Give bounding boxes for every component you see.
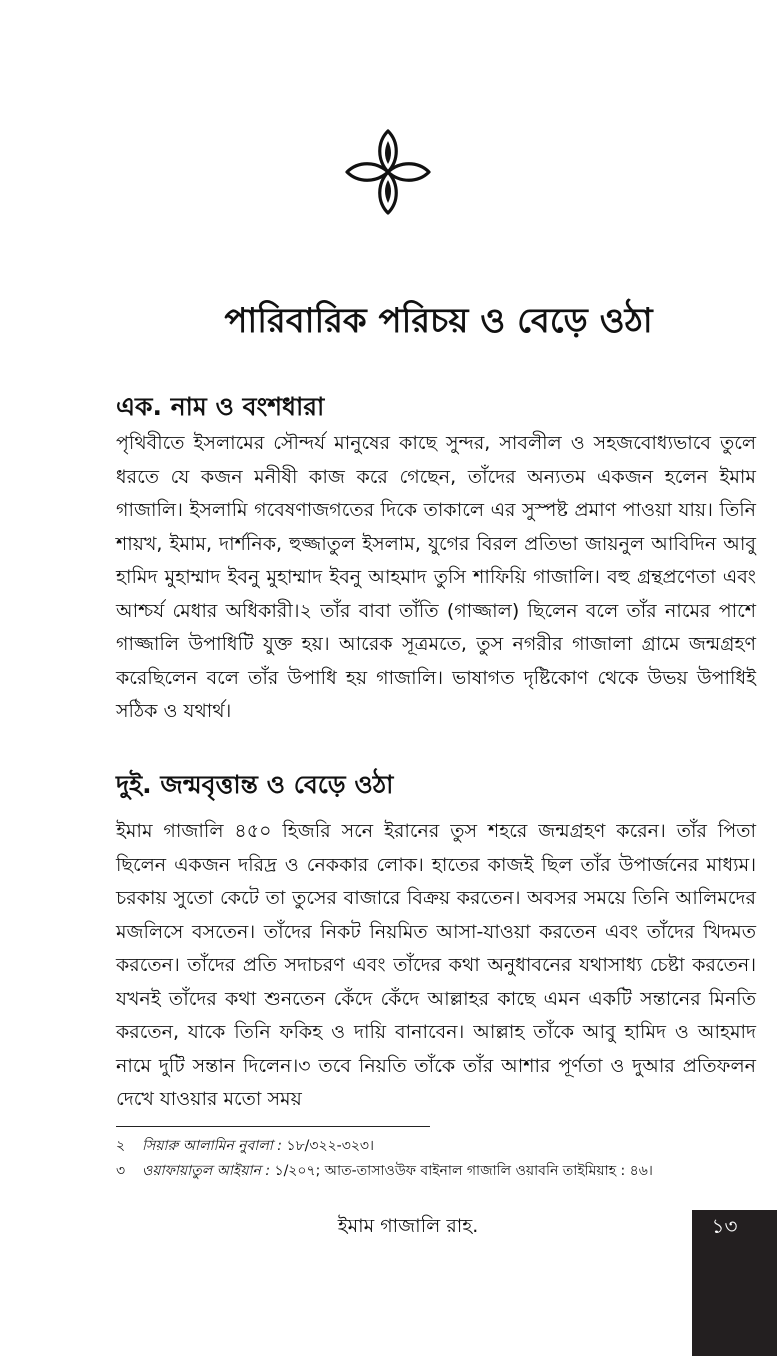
footnote-source: সিয়ারু আলামিন নুবালা : xyxy=(142,1138,283,1154)
section-title-name-lineage: এক. নাম ও বংশধারা xyxy=(116,392,325,421)
footnote-reference: ১/২০৭; আত-তাসাওউফ বাইনাল গাজালি ওয়াবনি তাইমিয়াহ : ৪৬। xyxy=(270,1163,653,1179)
footnote-divider xyxy=(116,1126,430,1127)
chapter-title: পারিবারিক পরিচয় ও বেড়ে ওঠা xyxy=(224,301,653,341)
section-paragraph-birth-upbringing: ইমাম গাজালি ৪৫০ হিজরি সনে ইরানের তুস শহরে জন্মগ্রহণ করেন। তাঁর পিতা ছিলেন একজন দরিদ্র ও নেককার লোক। হাতের কাজই ছিল তাঁর উপার্জনের মাধ্যম। চরকায় সুতো কেটে তা তুসের বাজারে বিক্রয় করতেন। অবসর সময়ে তিনি আলিমদের মজলিসে বসতেন। তাঁদের নিকট নিয়মিত আসা-যাওয়া করতেন এবং তাঁদের খিদমত করতেন। তাঁদের প্রতি সদাচরণ এবং তাঁদের কথা অনুধাবনের যথাসাধ্য চেষ্টা করতেন। যখনই তাঁদের কথা শুনতেন কেঁদে কেঁদে আল্লাহর কাছে এমন একটি সন্তানের মিনতি করতেন, যাকে তিনি ফকিহ ও দায়ি বানাবেন। আল্লাহ তাঁকে আবু হামিদ ও আহমাদ নামে দুটি সন্তান দিলেন।৩ তবে নিয়তি তাঁকে তাঁর আশার পূর্ণতা ও দুআর প্রতিফলন দেখে যাওয়ার মতো সময় xyxy=(116,820,756,1110)
footnotes xyxy=(116,1134,756,1184)
page-number: ১৩ xyxy=(711,1214,738,1238)
section-title-birth-upbringing: দুই. জন্মবৃত্তান্ত ও বেড়ে ওঠা xyxy=(116,770,394,799)
footnote-number: ৩ xyxy=(116,1163,126,1179)
footnote-item xyxy=(116,1134,756,1159)
footnote-item xyxy=(116,1159,756,1184)
footnote-source: ওয়াফায়াতুল আইয়ান : xyxy=(142,1163,271,1179)
footnote-number: ২ xyxy=(116,1138,126,1154)
section-paragraph-name-lineage: পৃথিবীতে ইসলামের সৌন্দর্য মানুষের কাছে সুন্দর, সাবলীল ও সহজবোধ্যভাবে তুলে ধরতে যে কজন মনীষী কাজ করে গেছেন, তাঁদের অন্যতম একজন হলেন ইমাম গাজালি। ইসলামি গবেষণাজগতের দিকে তাকালে এর সুস্পষ্ট প্রমাণ পাওয়া যায়। তিনি শায়খ, ইমাম, দার্শনিক, হুজ্জাতুল ইসলাম, যুগের বিরল প্রতিভা জায়নুল আবিদিন আবু হামিদ মুহাম্মাদ ইবনু মুহাম্মাদ ইবনু আহমাদ তুসি শাফিয়ি গাজালি। বহু গ্রন্থপ্রণেতা এবং আশ্চর্য মেধার অধিকারী।২ তাঁর বাবা তাঁতি (গাজ্জাল) ছিলেন বলে তাঁর নামের পাশে গাজ্জালি উপাধিটি যুক্ত হয়। আরেক সূত্রমতে, তুস নগরীর গাজালা গ্রামে জন্মগ্রহণ করেছিলেন বলে তাঁর উপাধি হয় গাজালি। ভাষাগত দৃষ্টিকোণ থেকে উভয় উপাধিই সঠিক ও যথার্থ। xyxy=(116,432,756,722)
running-title: ইমাম গাজালি রাহ. xyxy=(337,1215,479,1237)
footnote-reference: ১৮/৩২২-৩২৩। xyxy=(282,1138,375,1154)
four-petal-flower-icon xyxy=(343,127,433,217)
